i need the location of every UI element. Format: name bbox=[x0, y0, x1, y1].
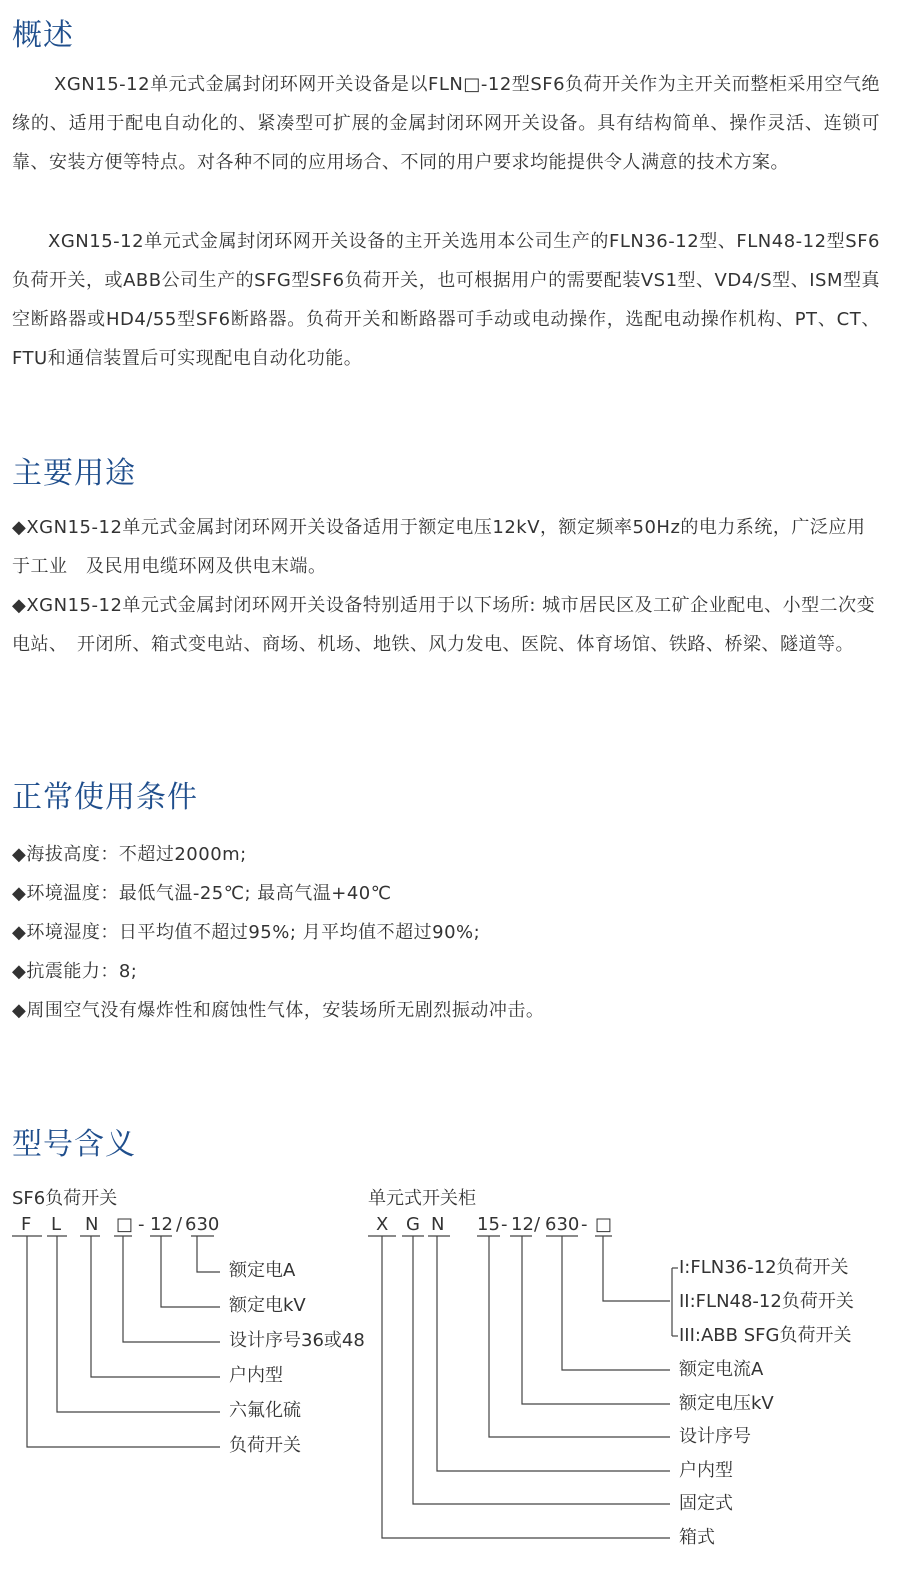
overview-paragraph-1: XGN15-12单元式金属封闭环网开关设备是以FLN□-12型SF6负荷开关作为主开关而整柜采用空气绝缘的、适用于配电自动化的、紧凑型可扩展的金属封闭环网开关设备。具有结构简单、操作灵活、连锁可靠、安装方便等特点。对各种不同的应用场合、不同的用户要求均能提供令人满意的技术方案。 bbox=[12, 74, 880, 173]
condition-item: ◆抗震能力：8; bbox=[12, 961, 138, 982]
left-label: 额定电kV bbox=[229, 1295, 306, 1316]
main-use-item: ◆XGN15-12单元式金属封闭环网开关设备特别适用于以下场所: 城市居民区及工矿企业配电、小型二次变电站、 开闭所、箱式变电站、商场、机场、地铁、风力发电、医院、体育场馆、铁路、桥梁、隧道等。 bbox=[12, 595, 876, 655]
section-title-main-use: 主要用途 bbox=[12, 456, 136, 491]
right-model-char: - bbox=[581, 1214, 588, 1235]
right-model-char: - bbox=[501, 1214, 508, 1235]
right-label: 设计序号 bbox=[679, 1426, 751, 1447]
left-label: 负荷开关 bbox=[229, 1435, 301, 1456]
right-model-char: / bbox=[534, 1214, 541, 1235]
right-option: II:FLN48-12负荷开关 bbox=[679, 1291, 854, 1312]
right-label: 额定电流A bbox=[679, 1359, 764, 1380]
left-label: 设计序号36或48 bbox=[229, 1330, 365, 1351]
main-use-item: ◆XGN15-12单元式金属封闭环网开关设备适用于额定电压12kV，额定频率50Hz的电力系统，广泛应用于工业 及民用电缆环网及供电末端。 bbox=[12, 517, 866, 577]
left-model-char: 12 bbox=[150, 1214, 173, 1235]
left-label: 户内型 bbox=[229, 1365, 283, 1386]
left-diagram-caption: SF6负荷开关 bbox=[12, 1188, 118, 1209]
left-model-char: L bbox=[51, 1214, 62, 1235]
left-model-char: F bbox=[21, 1214, 32, 1235]
right-label: 户内型 bbox=[679, 1460, 733, 1481]
condition-item: ◆周围空气没有爆炸性和腐蚀性气体，安装场所无剧烈振动冲击。 bbox=[12, 1000, 545, 1021]
right-model-char: X bbox=[376, 1214, 389, 1235]
left-model-char: 630 bbox=[185, 1214, 220, 1235]
left-model-char: □ bbox=[116, 1214, 134, 1235]
right-label: 额定电压kV bbox=[679, 1393, 774, 1414]
right-model-char: G bbox=[406, 1214, 420, 1235]
left-model-char: - bbox=[138, 1214, 145, 1235]
right-diagram-caption: 单元式开关柜 bbox=[368, 1188, 476, 1209]
right-model-char: N bbox=[431, 1214, 445, 1235]
section-title-model: 型号含义 bbox=[12, 1127, 136, 1162]
right-model-char: □ bbox=[595, 1214, 613, 1235]
right-model-char: 12 bbox=[511, 1214, 534, 1235]
overview-paragraph-2: XGN15-12单元式金属封闭环网开关设备的主开关选用本公司生产的FLN36-12型、FLN48-12型SF6负荷开关，或ABB公司生产的SFG型SF6负荷开关，也可根据用户的需要配装VS1型、VD4/S型、ISM型真空断路器或HD4/55型SF6断路器。负荷开关和断路器可手动或电动操作，选配电动操作机构、PT、CT、FTU和通信装置后可实现配电自动化功能。 bbox=[12, 231, 880, 369]
section-title-conditions: 正常使用条件 bbox=[12, 780, 198, 815]
condition-item: ◆环境湿度：日平均值不超过95%; 月平均值不超过90%; bbox=[12, 922, 481, 943]
section-title-overview: 概述 bbox=[12, 18, 74, 53]
right-option: I:FLN36-12负荷开关 bbox=[679, 1257, 849, 1278]
left-model-char: / bbox=[176, 1214, 183, 1235]
left-label: 六氟化硫 bbox=[229, 1400, 301, 1421]
right-label: 固定式 bbox=[679, 1493, 733, 1514]
right-model-char: 15 bbox=[477, 1214, 500, 1235]
left-model-char: N bbox=[85, 1214, 99, 1235]
left-label: 额定电A bbox=[229, 1260, 296, 1281]
condition-item: ◆环境温度：最低气温-25℃; 最高气温+40℃ bbox=[12, 883, 392, 904]
right-label: 箱式 bbox=[679, 1527, 715, 1548]
condition-item: ◆海拔高度：不超过2000m; bbox=[12, 844, 247, 865]
right-option: III:ABB SFG负荷开关 bbox=[679, 1325, 852, 1346]
right-model-char: 630 bbox=[545, 1214, 580, 1235]
